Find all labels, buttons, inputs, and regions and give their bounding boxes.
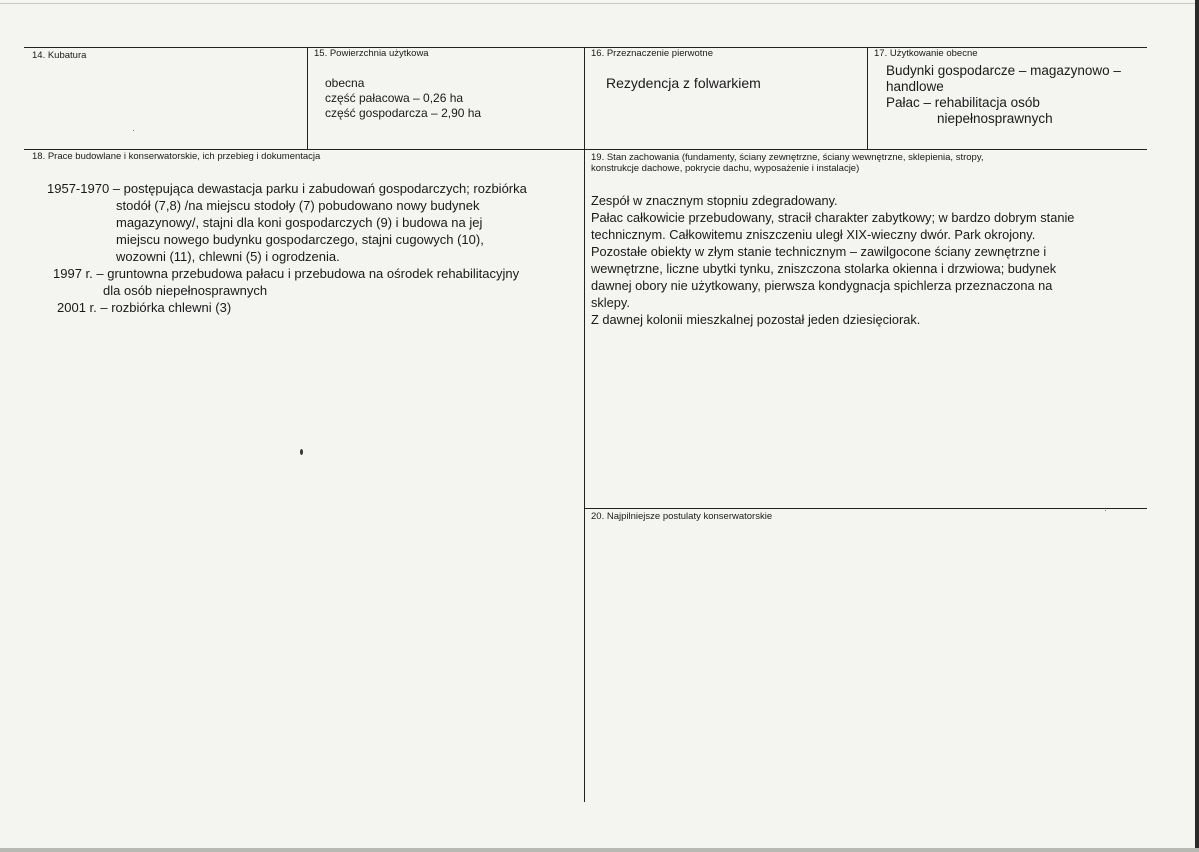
- section16-value: Rezydencja z folwarkiem: [606, 75, 761, 91]
- section19-line: Z dawnej kolonii mieszkalnej pozostał jeden dziesięciorak.: [591, 312, 921, 327]
- rule-section20: [584, 508, 1147, 509]
- scan-edge-right: [1195, 0, 1199, 852]
- rule-middle: [24, 149, 1147, 150]
- section17-label: 17. Użytkowanie obecne: [874, 48, 978, 59]
- section17-line: Pałac – rehabilitacja osób: [886, 95, 1040, 110]
- section19-label-line: konstrukcje dachowe, pokrycie dachu, wyposażenie i instalacje): [591, 163, 860, 174]
- rule-col-16: [584, 47, 585, 802]
- section15-line: część gospodarcza – 2,90 ha: [325, 106, 482, 120]
- section17-values: [886, 63, 1141, 127]
- section17-line: handlowe: [886, 79, 944, 94]
- section18-line: 1957-1970 – postępująca dewastacja parku i zabudowań gospodarczych; rozbiórka: [47, 181, 527, 196]
- section17-line: Budynki gospodarcze – magazynowo –: [886, 63, 1121, 78]
- section15-values: [325, 76, 481, 121]
- section20-label: 20. Najpilniejsze postulaty konserwatorskie: [591, 511, 773, 522]
- section15-line: obecna: [325, 76, 365, 90]
- section19-line: Pałac całkowicie przebudowany, stracił charakter zabytkowy; w bardzo dobrym stanie: [591, 210, 1075, 225]
- section15-label: 15. Powierzchnia użytkowa: [314, 48, 429, 59]
- section15-line: część pałacowa – 0,26 ha: [325, 91, 464, 105]
- ink-mark: [300, 449, 303, 455]
- section14-label: 14. Kubatura: [32, 50, 87, 61]
- section19-label-line: 19. Stan zachowania (fundamenty, ściany zewnętrzne, ściany wewnętrzne, sklepienia, stropy,: [591, 152, 984, 163]
- section19-line: sklepy.: [591, 295, 630, 310]
- scan-edge-bottom: [0, 848, 1199, 852]
- scan-speck: [1105, 510, 1106, 511]
- section18-line: dla osób niepełnosprawnych: [103, 283, 268, 298]
- section18-label: 18. Prace budowlane i konserwatorskie, ich przebieg i dokumentacja: [32, 151, 321, 162]
- scan-speck: [133, 130, 134, 131]
- section18-line: stodół (7,8) /na miejscu stodoły (7) pobudowano nowy budynek: [116, 198, 480, 213]
- rule-col-15: [307, 47, 308, 150]
- section18-line: wozowni (11), chlewni (5) i ogrodzenia.: [116, 249, 340, 264]
- rule-col-17: [867, 47, 868, 150]
- section18-line: magazynowy/, stajni dla koni gospodarczych (9) i budowa na jej: [116, 215, 483, 230]
- section16-label: 16. Przeznaczenie pierwotne: [591, 48, 713, 59]
- section19-line: wewnętrzne, liczne ubytki tynku, zniszczona stolarka okienna i drzwiowa; budynek: [591, 261, 1057, 276]
- section19-line: technicznym. Całkowitemu zniszczeniu uległ XIX-wieczny dwór. Park okrojony.: [591, 227, 1036, 242]
- section18-line: miejscu nowego budynku gospodarczego, stajni cugowych (10),: [116, 232, 484, 247]
- section19-line: Pozostałe obiekty w złym stanie technicznym – zawilgocone ściany zewnętrzne i: [591, 244, 1047, 259]
- rule-top: [24, 47, 1147, 48]
- section19-line: Zespół w znacznym stopniu zdegradowany.: [591, 193, 838, 208]
- section19-body: [591, 192, 1074, 328]
- section18-body: [47, 180, 527, 316]
- section19-label: [591, 152, 984, 174]
- section18-line: 1997 r. – gruntowna przebudowa pałacu i przebudowa na ośrodek rehabilitacyjny: [53, 266, 520, 281]
- section18-line: 2001 r. – rozbiórka chlewni (3): [57, 300, 232, 315]
- section19-line: dawnej obory nie użytkowany, pierwsza kondygnacja spichlerza przeznaczona na: [591, 278, 1053, 293]
- section17-line: niepełnosprawnych: [937, 111, 1053, 126]
- scan-artifact-top: [0, 3, 1199, 4]
